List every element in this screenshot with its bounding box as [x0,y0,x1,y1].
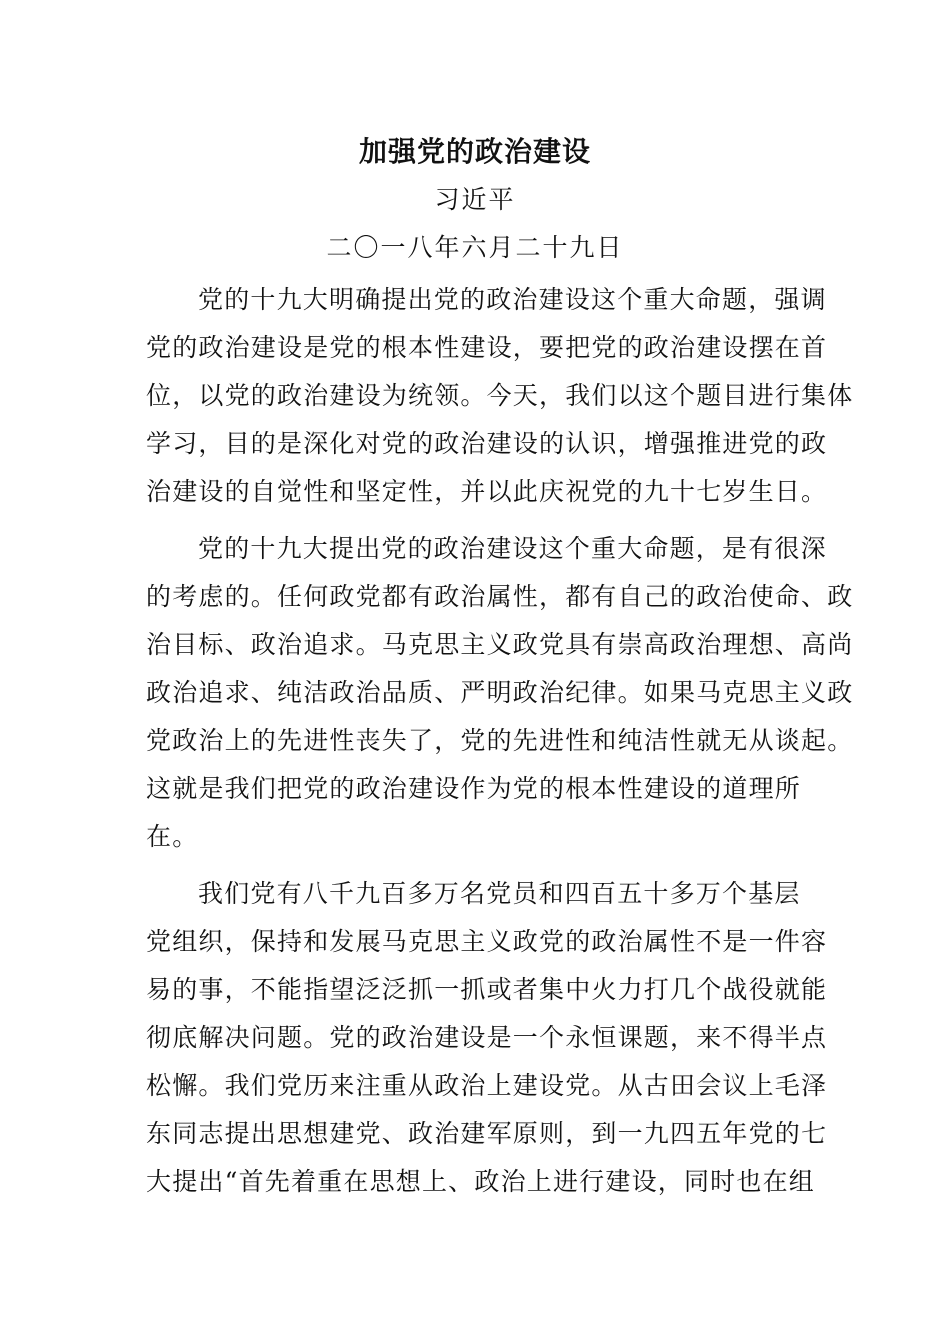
paragraph-line: 党的十九大明确提出党的政治建设这个重大命题，强调 [198,285,827,314]
paragraph-1 [146,276,854,516]
paragraph-line: 政治追求、纯洁政治品质、严明政治纪律。如果马克思主义政 [146,678,854,707]
document-body [146,276,854,1206]
paragraph-line: 学习，目的是深化对党的政治建设的认识，增强推进党的政 [146,429,828,458]
paragraph-line: 东同志提出思想建党、政治建军原则，到一九四五年党的七 [146,1119,828,1148]
paragraph-line: 治目标、政治追求。马克思主义政党具有崇高政治理想、高尚 [146,630,854,659]
paragraph-line: 党的政治建设是党的根本性建设，要把党的政治建设摆在首 [146,333,828,362]
paragraph-2 [146,525,854,861]
paragraph-line: 党的十九大提出党的政治建设这个重大命题，是有很深 [198,534,827,563]
paragraph-line: 大提出“首先着重在思想上、政治上进行建设，同时也在组 [146,1167,815,1196]
paragraph-3 [146,870,828,1206]
document-title: 加强党的政治建设 [358,135,591,168]
paragraph-line: 位，以党的政治建设为统领。今天，我们以这个题目进行集体 [146,381,854,410]
paragraph-line: 党政治上的先进性丧失了，党的先进性和纯洁性就无从谈起。 [146,726,854,755]
paragraph-line: 我们党有八千九百多万名党员和四百五十多万个基层 [198,879,801,908]
paragraph-spacer [146,516,822,525]
paragraph-line: 松懈。我们党历来注重从政治上建设党。从古田会议上毛泽 [146,1071,828,1100]
paragraph-line: 在。 [146,822,199,851]
paragraph-line: 党组织，保持和发展马克思主义政党的政治属性不是一件容 [146,927,828,956]
paragraph-line: 这就是我们把党的政治建设作为党的根本性建设的道理所 [146,774,802,803]
document-date: 二〇一八年六月二十九日 [326,233,624,262]
paragraph-line: 彻底解决问题。党的政治建设是一个永恒课题，来不得半点 [146,1023,828,1052]
document-author: 习近平 [434,185,516,214]
paragraph-line: 易的事，不能指望泛泛抓一抓或者集中火力打几个战役就能 [146,975,828,1004]
paragraph-spacer [146,861,822,870]
paragraph-line: 治建设的自觉性和坚定性，并以此庆祝党的九十七岁生日。 [146,477,828,506]
paragraph-line: 的考虑的。任何政党都有政治属性，都有自己的政治使命、政 [146,582,854,611]
